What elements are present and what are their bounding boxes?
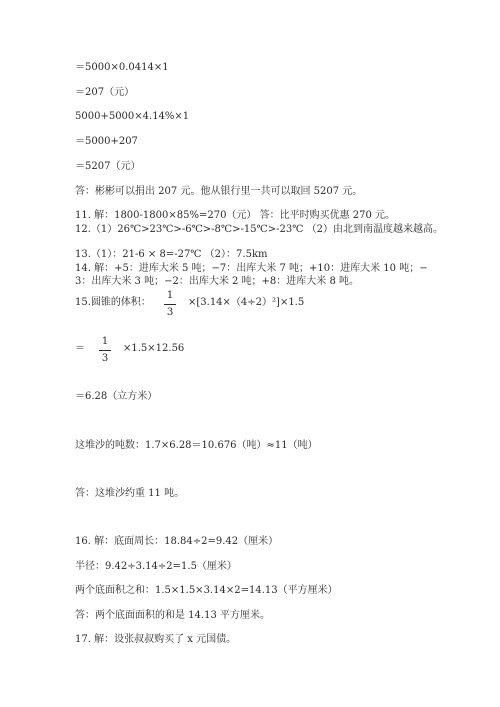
line-4: ＝5000+207 xyxy=(75,136,138,147)
line-15: 这堆沙的吨数：1.7×6.28＝10.676（吨）≈11（吨） xyxy=(75,440,318,451)
line-8: 12.（1）26℃>23℃>-6℃>-8℃>-15℃>-23℃ （2）由北到南温度越来越高。 xyxy=(75,224,443,235)
line-21: 17. 解：设张叔叔购买了 x 元国债。 xyxy=(75,634,237,645)
line-13-expression: ×1.5×12.56 xyxy=(123,343,185,354)
line-18: 半径：9.42÷3.14÷2=1.5（厘米） xyxy=(75,561,237,572)
line-6: 答：彬彬可以捐出 207 元。他从银行里一共可以取回 5207 元。 xyxy=(75,186,363,197)
fraction-one-third xyxy=(163,290,177,319)
line-7: 11. 解：1800-1800×85%=270（元） 答：比平时购买优惠 270 元。 xyxy=(75,210,396,221)
line-5: ＝5207（元） xyxy=(75,161,141,172)
line-13-equals: ＝ xyxy=(75,343,85,354)
line-11: 3：出库大米 3 吨；−2：出库大米 2 吨；+8：进库大米 8 吨。 xyxy=(75,276,360,287)
line-19: 两个底面积之和：1.5×1.5×3.14×2=14.13（平方厘米） xyxy=(75,585,338,596)
fraction-bar xyxy=(164,304,176,305)
line-14: ＝6.28（立方米） xyxy=(75,391,158,402)
fraction-numerator: 1 xyxy=(101,336,109,347)
line-9: 13.（1）：21-6 × 8=-27℃ （2）：7.5km xyxy=(75,249,268,260)
line-17: 16. 解：底面周长：18.84÷2=9.42（厘米） xyxy=(75,536,279,547)
line-12-expression: ×[3.14×（4÷2）²]×1.5 xyxy=(188,297,305,308)
line-10: 14. 解：+5：进库大米 5 吨；−7：出库大米 7 吨；+10：进库大米 10 吨；− xyxy=(75,263,428,274)
line-3: 5000+5000×4.14%×1 xyxy=(75,111,190,122)
line-12-label: 15.圆锥的体积： xyxy=(75,297,151,308)
fraction-numerator: 1 xyxy=(166,290,174,301)
fraction-bar xyxy=(99,350,111,351)
line-16: 答：这堆沙约重 11 吨。 xyxy=(75,488,185,499)
fraction-denominator: 3 xyxy=(166,307,174,318)
fraction-denominator: 3 xyxy=(101,353,109,364)
line-1: ＝5000×0.0414×1 xyxy=(75,62,169,73)
line-2: ＝207（元） xyxy=(75,87,135,98)
fraction-one-third-2 xyxy=(98,336,112,365)
line-20: 答：两个底面面积的和是 14.13 平方厘米。 xyxy=(75,610,270,621)
